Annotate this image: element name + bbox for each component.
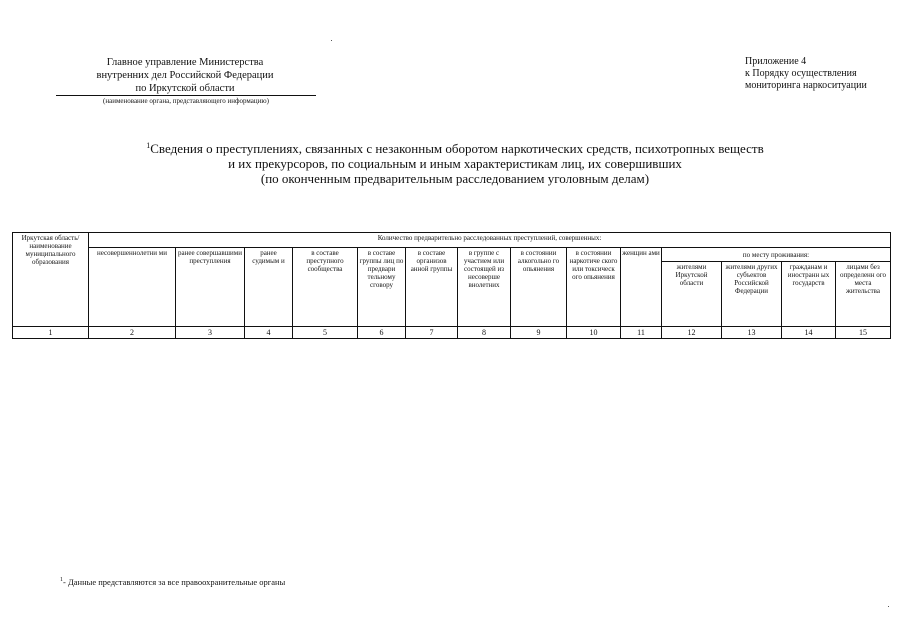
col-number: 7 [406, 327, 458, 339]
col-header-3: ранее совершавшими преступления [176, 248, 245, 327]
footnote-marker: 1 [60, 577, 63, 583]
col-number: 4 [245, 327, 293, 339]
appendix-line-3: мониторинга наркоситуации [745, 80, 867, 91]
scan-speck [331, 40, 332, 41]
col-number: 8 [458, 327, 511, 339]
col-header-10: в состоянии наркотиче ского или токсическ ого опьянения [567, 248, 621, 327]
document-title [110, 138, 800, 186]
title-line-3: (по оконченным предварительным расследованием уголовным делам) [260, 171, 650, 186]
col-header-13: жителями других субъектов Российской Федерации [722, 262, 782, 327]
region-header-cell: Иркутская область/ наименование муниципального образования [13, 233, 89, 327]
title-line-1 [110, 138, 800, 156]
title-line-1-text: Сведения о преступлениях, связанных с незаконным оборотом наркотических средств, психотропных веществ [150, 141, 764, 156]
col-header-14: гражданам и иностранн ых государств [782, 262, 836, 327]
col-header-2: несовершеннолетни ми [89, 248, 176, 327]
appendix-note [745, 56, 895, 92]
col-header-8: в группе с участием или состоящей из несоверше внолетних [458, 248, 511, 327]
footnote-text: - Данные представляются за все правоохранительные органы [63, 577, 286, 587]
col-number: 9 [511, 327, 567, 339]
col-header-12: жителями Иркутской области [662, 262, 722, 327]
col-header-15: лицами без определенн ого места жительства [836, 262, 891, 327]
col-number: 13 [722, 327, 782, 339]
appendix-line-2: к Порядку осуществления [745, 68, 857, 79]
col-number: 6 [358, 327, 406, 339]
appendix-line-1: Приложение 4 [745, 56, 807, 67]
org-line-3: по Иркутской области [135, 83, 235, 94]
org-underline [56, 95, 316, 96]
title-line-2: и их прекурсоров, по социальным и иным характеристикам лиц, их совершивших [228, 156, 682, 171]
col-number: 3 [176, 327, 245, 339]
org-line-1: Главное управление Министерства [106, 57, 264, 68]
org-line-2: внутренних дел Российской Федерации [96, 70, 274, 81]
col-number: 11 [621, 327, 662, 339]
col-number: 1 [13, 327, 89, 339]
col-header-9: в состоянии алкогольно го опьянения [511, 248, 567, 327]
residence-header-cell: по месту проживания: [662, 248, 891, 262]
org-caption: (наименование органа, представляющего информацию) [103, 97, 269, 105]
title-footnote-marker: 1 [146, 141, 151, 150]
footnote [60, 575, 285, 588]
col-number: 2 [89, 327, 176, 339]
col-header-7: в составе организов анной группы [406, 248, 458, 327]
col-header-4: ранее судимым и [245, 248, 293, 327]
col-header-6: в составе группы лиц по предвари тельному сговору [358, 248, 406, 327]
group-header-cell: Количество предварительно расследованных преступлений, совершенных: [89, 233, 891, 248]
col-header-5: в составе преступного сообщества [293, 248, 358, 327]
col-number: 14 [782, 327, 836, 339]
col-header-11: женщин ами [621, 248, 662, 327]
scan-speck [888, 606, 889, 607]
statistics-table [12, 232, 890, 342]
col-number: 12 [662, 327, 722, 339]
col-number: 10 [567, 327, 621, 339]
col-number: 15 [836, 327, 891, 339]
org-name [80, 56, 290, 95]
col-number: 5 [293, 327, 358, 339]
